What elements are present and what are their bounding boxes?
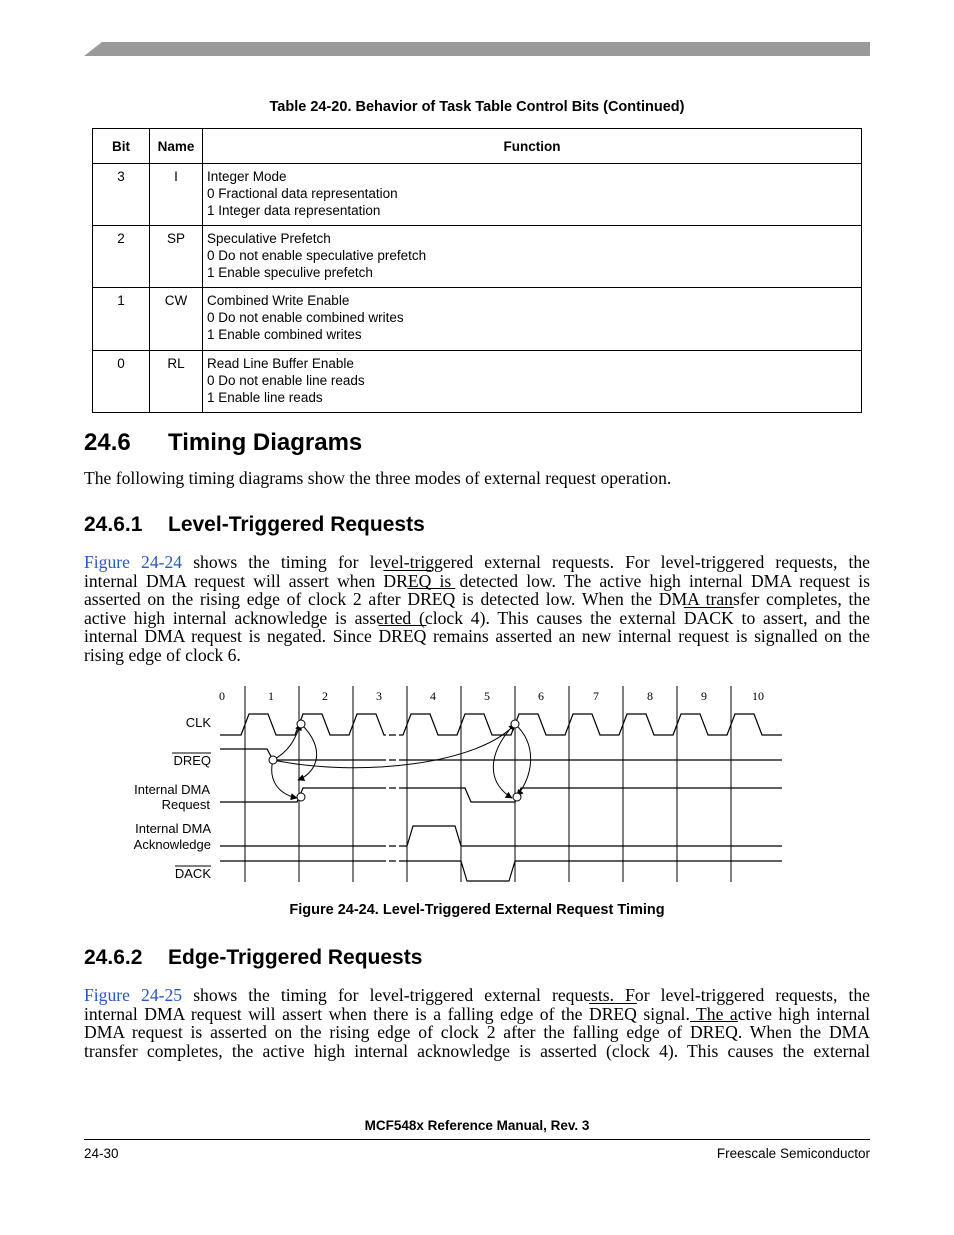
paragraph-line: rising edge of clock 6. [84,644,241,665]
clock-number: 0 [219,689,225,703]
footer-title: MCF548x Reference Manual, Rev. 3 [364,1118,590,1133]
figure-caption: Figure 24-24. Level-Triggered External Request Timing [289,902,665,918]
text-run: . When the DMA [737,1022,870,1042]
paragraph-line [84,986,870,1005]
signal-name: DREQ [383,570,432,591]
table-row [93,226,862,288]
dack-waveform [220,861,782,881]
text-run: DMA request is asserted on the rising edge of clock 2 after the falling edge of [84,1022,690,1042]
ack-label-1: Internal DMA [135,821,211,836]
paragraph-line: The following timing diagrams show the three modes of external request operation. [84,468,672,488]
header-function: Function [203,129,862,164]
text-run: internal DMA request is negated. Since [84,626,379,646]
intro-paragraph [84,469,870,488]
clock-number: 3 [376,689,382,703]
page-number: 24-30 [84,1146,119,1161]
paragraph-line [84,627,870,646]
dreq-waveform [220,749,782,760]
arrow-dreq-clk5 [273,724,515,768]
text-run: shows the timing for level-triggered external requests. For level-triggered requests, the [182,552,870,572]
text-run: asserted on the rising edge of clock 2 after [84,589,408,609]
figure-link[interactable]: Figure 24-25 [84,985,183,1005]
dreq-label: DREQ [173,753,211,768]
section-number: 24.6 [84,429,131,456]
paragraph-line [84,1005,870,1024]
clock-number: 10 [752,689,764,703]
arrow-dreq-request [272,760,297,798]
req-label-2: Request [161,797,210,812]
clock-number: 7 [593,689,599,703]
function-title: Combined Write Enable [207,293,350,308]
function-option: 0 Fractional data representation [207,186,398,202]
timing-diagram [0,680,954,895]
signal-name: DREQ [689,1022,738,1042]
acknowledge-waveform [220,826,782,846]
footer-divider [84,1139,870,1140]
section-heading-24-6-2 [84,946,422,970]
text-run: signal. The active high internal [636,1003,870,1024]
clock-gridlines [245,686,731,882]
clock-number: 9 [701,689,707,703]
dack-label: DACK [174,866,211,881]
paragraph-line [84,553,870,572]
text-run: internal DMA request will assert when there is a falling edge of the [84,1003,589,1024]
clock-number: 1 [268,689,274,703]
section-heading-24-6 [84,429,362,457]
figure-link[interactable]: Figure 24-24 [84,552,183,572]
text-run: internal DMA request will assert when [84,570,384,591]
section-heading-24-6-1 [84,513,425,537]
table-caption: Table 24-20. Behavior of Task Table Control Bits (Continued) [269,99,685,115]
section-title: Level-Triggered Requests [168,513,425,536]
cell-function [203,164,862,226]
text-run: shows the timing for level-triggered external requests. For level-triggered requests, the [182,985,870,1005]
edge-triggered-paragraph [84,986,870,1060]
cell-function [203,288,862,351]
ack-label-2: Acknowledge [133,837,211,852]
cell-name: CW [150,288,203,351]
signal-name: DREQ [378,626,427,646]
paragraph-line [84,1023,870,1042]
signal-name: DREQ [407,589,456,609]
section-title: Edge-Triggered Requests [168,946,423,969]
signal-name: DACK [683,607,734,628]
section-title: Timing Diagrams [168,429,363,456]
cell-function [203,226,862,288]
level-triggered-paragraph [84,553,870,664]
clock-number: 2 [322,689,328,703]
cell-name: SP [150,226,203,288]
paragraph-line [84,609,870,628]
cell-name: I [150,164,203,226]
clk-label: CLK [185,715,211,730]
text-run: is detected low. The active high internal DMA request is [431,570,870,591]
clock-number: 4 [430,689,436,703]
cell-name: RL [150,351,203,413]
cell-bit: 1 [93,288,150,351]
header-name: Name [150,129,203,164]
table-header-row [93,129,862,164]
function-option: 0 Do not enable combined writes [207,310,404,326]
table-row [93,164,862,226]
header-decorative-bar [84,42,870,56]
arrow-clk2-request [298,724,317,780]
function-option: 1 Enable speculive prefetch [207,265,373,281]
text-run: is detected low. When the DMA transfer completes, the [455,589,870,609]
clock-number: 8 [647,689,653,703]
cell-function [203,351,862,413]
clock-number: 6 [538,689,544,703]
function-option: 1 Enable combined writes [207,327,362,343]
text-run: to assert, and the [733,607,870,628]
text-run: remains asserted an new internal request is signalled on the [426,626,870,646]
function-option: 1 Enable line reads [207,390,323,406]
header-bit: Bit [93,129,150,164]
control-bits-table [92,128,862,413]
cell-bit: 0 [93,351,150,413]
cell-bit: 2 [93,226,150,288]
clock-number: 5 [484,689,490,703]
text-run: active high internal acknowledge is asserted (clock 4). This causes the external [84,607,684,628]
function-option: 0 Do not enable line reads [207,373,365,389]
cell-bit: 3 [93,164,150,226]
function-title: Speculative Prefetch [207,231,331,246]
function-option: 1 Integer data representation [207,203,381,219]
paragraph-line: transfer completes, the active high internal acknowledge is asserted (clock 4). This causes the external [84,1040,870,1061]
section-number: 24.6.2 [84,946,143,969]
paragraph-line [84,590,870,609]
function-title: Read Line Buffer Enable [207,356,354,371]
table-row [93,351,862,413]
function-title: Integer Mode [207,169,287,184]
signal-name: DREQ [588,1003,637,1024]
req-label-1: Internal DMA [134,782,210,797]
paragraph-line [84,572,870,591]
table-row [93,288,862,351]
footer-company: Freescale Semiconductor [716,1146,870,1161]
section-number: 24.6.1 [84,513,143,536]
function-option: 0 Do not enable speculative prefetch [207,248,427,264]
